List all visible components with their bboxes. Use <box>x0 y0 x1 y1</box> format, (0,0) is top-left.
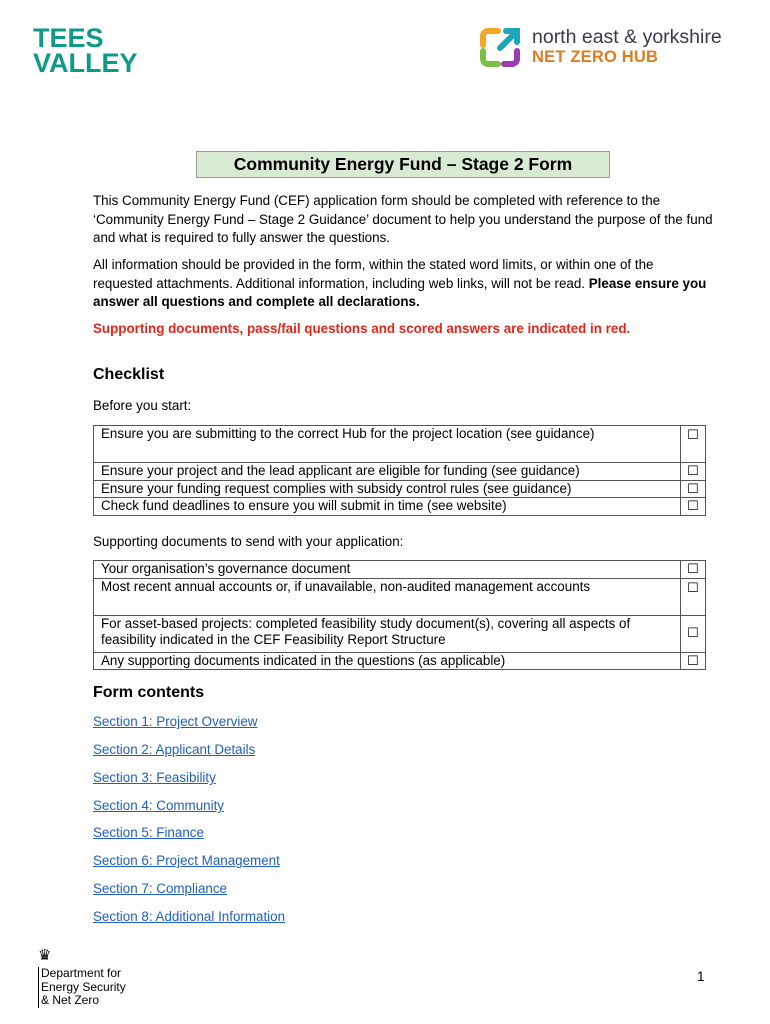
checklist-item: Check fund deadlines to ensure you will submit in time (see website) <box>94 498 681 516</box>
checkbox[interactable]: ☐ <box>681 498 706 516</box>
intro-paragraph-2 <box>93 256 713 312</box>
table-row <box>94 561 706 579</box>
checkbox[interactable]: ☐ <box>681 578 706 615</box>
before-start-label: Before you start: <box>93 398 192 413</box>
toc-link-section-7[interactable]: Section 7: Compliance <box>93 881 227 896</box>
checklist-item: Your organisation’s governance document <box>94 561 681 579</box>
form-contents-heading: Form contents <box>93 684 205 701</box>
checklist-item: Ensure your funding request complies with subsidy control rules (see guidance) <box>94 480 681 498</box>
checklist-item: For asset-based projects: completed feasibility study document(s), covering all aspects of feasibility indicated in the CEF Feasibility Report Structure <box>94 615 681 652</box>
checklist-heading: Checklist <box>93 366 165 383</box>
toc-link-section-6[interactable]: Section 6: Project Management <box>93 853 280 868</box>
before-start-table <box>93 425 706 516</box>
red-note: Supporting documents, pass/fail questions and scored answers are indicated in red. <box>93 321 631 336</box>
intro-paragraph-2-bold: Please ensure you answer all questions and complete all declarations. <box>93 275 707 309</box>
toc-link-section-8[interactable]: Section 8: Additional Information <box>93 909 286 924</box>
table-row <box>94 463 706 481</box>
hub-name-line1: north east & yorkshire <box>532 26 722 48</box>
logo-line2: VALLEY <box>33 48 138 75</box>
checklist-item: Ensure your project and the lead applicant are eligible for funding (see guidance) <box>94 463 681 481</box>
dept-line2: Energy Security <box>41 979 126 994</box>
desnz-logo <box>38 948 148 1012</box>
page-number: 1 <box>697 969 705 984</box>
toc-link-section-5[interactable]: Section 5: Finance <box>93 825 204 840</box>
checklist-item: Most recent annual accounts or, if unavailable, non-audited management accounts <box>94 578 681 615</box>
logo-line1: TEES <box>33 25 104 53</box>
supporting-docs-table <box>93 560 706 670</box>
checklist-item: Ensure you are submitting to the correct Hub for the project location (see guidance) <box>94 426 681 463</box>
toc-link-section-4[interactable]: Section 4: Community <box>93 798 224 813</box>
table-row <box>94 426 706 463</box>
dept-line3: & Net Zero <box>41 993 100 1007</box>
dept-line1: Department for <box>41 966 122 980</box>
tees-valley-wordmark <box>33 25 165 75</box>
checkbox[interactable]: ☐ <box>681 463 706 481</box>
hub-name-line2: NET ZERO HUB <box>532 48 659 66</box>
form-title: Community Energy Fund – Stage 2 Form <box>196 151 610 178</box>
supporting-docs-label: Supporting documents to send with your application: <box>93 534 404 549</box>
table-row <box>94 498 706 516</box>
table-row <box>94 615 706 652</box>
tees-valley-logo <box>33 25 165 75</box>
toc-link-section-2[interactable]: Section 2: Applicant Details <box>93 742 256 757</box>
table-row <box>94 652 706 670</box>
table-row <box>94 480 706 498</box>
department-name <box>38 967 148 1008</box>
toc-link-section-1[interactable]: Section 1: Project Overview <box>93 714 258 729</box>
royal-crest-icon: ♛ <box>38 947 52 964</box>
net-zero-hub-mark-icon <box>478 25 523 70</box>
intro-paragraph-2-text: All information should be provided in the form, within the stated word limits, or within one of the requested attachments. Additional information, including web links, will not be read. <box>93 257 654 291</box>
checkbox[interactable]: ☐ <box>681 480 706 498</box>
net-zero-hub-logo <box>478 25 748 70</box>
checkbox[interactable]: ☐ <box>681 561 706 579</box>
checkbox[interactable]: ☐ <box>681 652 706 670</box>
checkbox[interactable]: ☐ <box>681 426 706 463</box>
intro-paragraph-1: This Community Energy Fund (CEF) application form should be completed with reference to the ‘Community Energy Fund – Stage 2 Guidance’ document to help you understand the purpose of the fund and what is required to fully answer the questions. <box>93 193 713 245</box>
toc-link-section-3[interactable]: Section 3: Feasibility <box>93 770 216 785</box>
checkbox[interactable]: ☐ <box>681 615 706 652</box>
checklist-item: Any supporting documents indicated in the questions (as applicable) <box>94 652 681 670</box>
table-row <box>94 578 706 615</box>
